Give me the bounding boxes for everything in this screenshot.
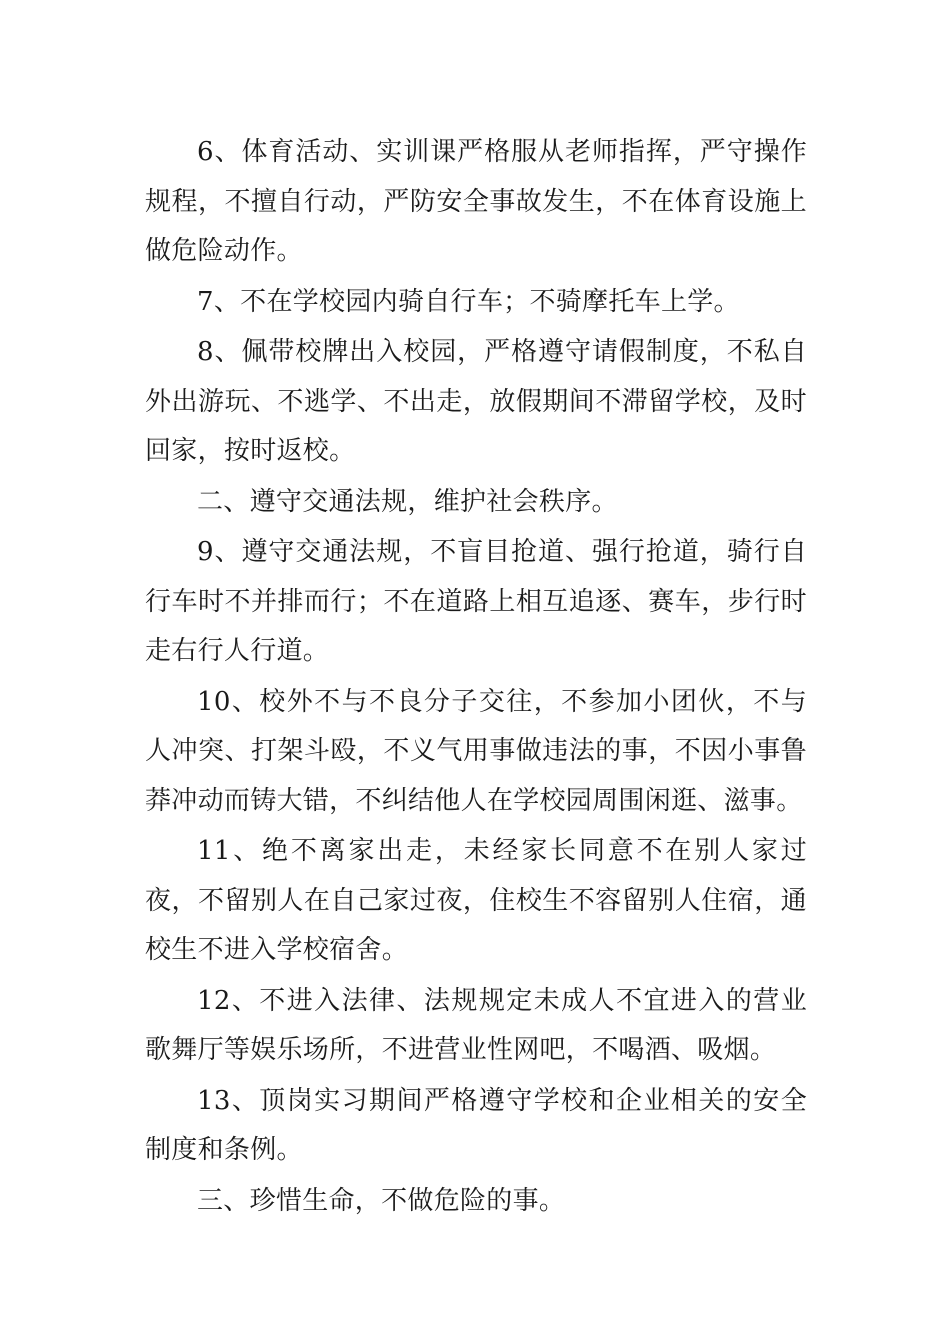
paragraph-item-9: 9、遵守交通法规，不盲目抢道、强行抢道，骑行自行车时不并排而行；不在道路上相互追逐、赛车，步行时走右行人行道。 (145, 537, 807, 666)
paragraph-item-12: 12、不进入法律、法规规定未成人不宜进入的营业歌舞厅等娱乐场所，不进营业性网吧，不喝酒、吸烟。 (145, 985, 807, 1065)
section-heading-2: 二、遵守交通法规，维护社会秩序。 (197, 486, 618, 517)
section-heading-3: 三、珍惜生命，不做危险的事。 (197, 1185, 566, 1216)
paragraph-item-13: 13、顶岗实习期间严格遵守学校和企业相关的安全制度和条例。 (145, 1085, 807, 1165)
paragraph-item-11: 11、绝不离家出走，未经家长同意不在别人家过夜，不留别人在自己家过夜，住校生不容留别人住宿，通校生不进入学校宿舍。 (145, 836, 807, 965)
paragraph-item-7: 7、不在学校园内骑自行车；不骑摩托车上学。 (197, 286, 740, 317)
paragraph-item-10: 10、校外不与不良分子交往，不参加小团伙，不与人冲突、打架斗殴，不义气用事做违法的事，不因小事鲁莽冲动而铸大错，不纠结他人在学校园周围闲逛、滋事。 (145, 686, 807, 816)
paragraph-item-8: 8、佩带校牌出入校园，严格遵守请假制度，不私自外出游玩、不逃学、不出走，放假期间不滞留学校，及时回家，按时返校。 (145, 337, 807, 466)
paragraph-item-6: 6、体育活动、实训课严格服从老师指挥，严守操作规程，不擅自行动，严防安全事故发生，不在体育设施上做危险动作。 (145, 137, 807, 266)
document-body (145, 128, 807, 1226)
